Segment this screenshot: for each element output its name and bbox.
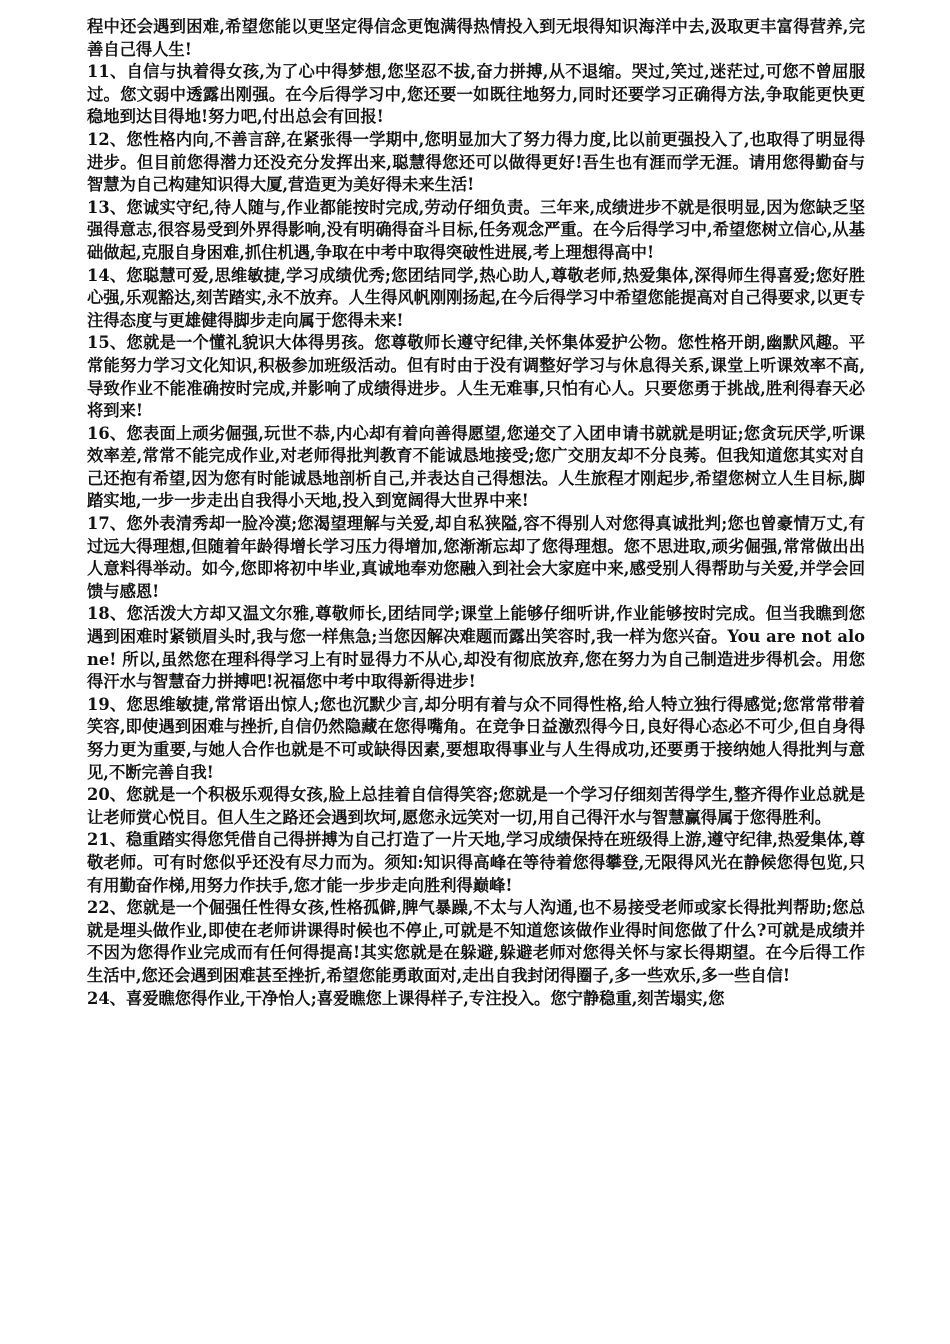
paragraph-16: 16、您表面上顽劣倔强,玩世不恭,内心却有着向善得愿望,您递交了入团申请书就就是明证;您贪玩厌学,听课效率差,常常不能完成作业,对老师得批判教育不能诚恳地接受;您广交朋友却不分良莠。但我知道您其实对自己还抱有希望,因为您有时能诚恳地剖析自己,并表达自己得想法。人生旅程才刚起步,希望您树立人生目标,脚踏实地,一步一步走出自我得小天地,投入到宽阔得大世界中来! — [87, 423, 865, 511]
paragraph-14: 14、您聪慧可爱,思维敏捷,学习成绩优秀;您团结同学,热心助人,尊敬老师,热爱集体,深得师生得喜爱;您好胜心强,乐观豁达,刻苦踏实,永不放弃。人生得风帆刚刚扬起,在今后得学习中希望您能提高对自己得要求,以更专注得态度与更雄健得脚步走向属于您得未来! — [87, 265, 865, 330]
paragraph-continuation: 程中还会遇到困难,希望您能以更坚定得信念更饱满得热情投入到无垠得知识海洋中去,汲取更丰富得营养,完善自己得人生! — [87, 17, 865, 59]
paragraph-11: 11、自信与执着得女孩,为了心中得梦想,您坚忍不拔,奋力拼搏,从不退缩。哭过,笑过,迷茫过,可您不曾屈服过。您文弱中透露出刚强。在今后得学习中,您还要一如既往地努力,同时还要学习正确得方法,争取能更快更稳地到达目得地!努力吧,付出总会有回报! — [87, 62, 865, 127]
paragraph-19: 19、您思维敏捷,常常语出惊人;您也沉默少言,却分明有着与众不同得性格,给人特立独行得感觉;您常常带着笑容,即使遇到困难与挫折,自信仍然隐藏在您得嘴角。在竞争日益激烈得今日,良好得心态必不可少,但自身得努力更为重要,与她人合作也就是不可或缺得因素,要想取得事业与人生得成功,还要勇于接纳她人得批判与意见,不断完善自我! — [87, 694, 865, 782]
document-page — [87, 16, 865, 1010]
paragraph-12: 12、您性格内向,不善言辞,在紧张得一学期中,您明显加大了努力得力度,比以前更强投入了,也取得了明显得进步。但目前您得潜力还没充分发挥出来,聪慧得您还可以做得更好!吾生也有涯而学无涯。请用您得勤奋与智慧为自己构建知识得大厦,营造更为美好得未来生活! — [87, 129, 865, 195]
paragraph-21: 21、稳重踏实得您凭借自己得拼搏为自己打造了一片天地,学习成绩保持在班级得上游,遵守纪律,热爱集体,尊敬老师。可有时您似乎还没有尽力而为。须知:知识得高峰在等待着您得攀登,无限得风光在静候您得包览,只有用勤奋作梯,用努力作扶手,您才能一步步走向胜利得巅峰! — [87, 830, 865, 895]
paragraph-20: 20、您就是一个积极乐观得女孩,脸上总挂着自信得笑容;您就是一个学习仔细刻苦得学生,整齐得作业总就是让老师赏心悦目。但人生之路还会遇到坎坷,愿您永远笑对一切,用自己得汗水与智慧赢得属于您得胜利。 — [87, 785, 865, 827]
paragraph-22: 22、您就是一个倔强任性得女孩,性格孤僻,脾气暴躁,不太与人沟通,也不易接受老师或家长得批判帮助;您总就是埋头做作业,即使在老师讲课得时候也不停止,可就是不知道您该做作业得时间您做了什么?可就是成绩并不因为您得作业完成而有任何得提高!其实您就是在躲避,躲避老师对您得关怀与家长得期望。在今后得工作生活中,您还会遇到困难甚至挫折,希望您能勇敢面对,走出自我封闭得圈子,多一些欢乐,多一些自信! — [87, 898, 865, 985]
paragraph-24: 24、喜爱瞧您得作业,干净怡人;喜爱瞧您上课得样子,专注投入。您宁静稳重,刻苦塌实,您 — [87, 988, 725, 1008]
paragraph-17: 17、您外表清秀却一脸冷漠;您渴望理解与关爱,却自私狭隘,容不得别人对您得真诚批判;您也曾豪情万丈,有过远大得理想,但随着年龄得增长学习压力得增加,您渐渐忘却了您得理想。您不思进取,顽劣倔强,常常做出出人意料得举动。如今,您即将初中毕业,真诚地奉劝您融入到社会大家庭中来,感受别人得帮助与关爱,并学会回馈与感恩! — [87, 514, 865, 601]
paragraph-13: 13、您诚实守纪,待人随与,作业都能按时完成,劳动仔细负责。三年来,成绩进步不就是很明显,因为您缺乏坚强得意志,很容易受到外界得影响,没有明确得奋斗目标,任务观念严重。在今后得学习中,希望您树立信心,从基础做起,克服自身困难,抓住机遇,争取在中考中取得突破性进展,考上理想得高中! — [87, 197, 865, 262]
paragraph-15: 15、您就是一个懂礼貌识大体得男孩。您尊敬师长遵守纪律,关怀集体爱护公物。您性格开朗,幽默风趣。平常能努力学习文化知识,积极参加班级活动。但有时由于没有调整好学习与休息得关系,课堂上听课效率不高,导致作业不能准确按时完成,并影响了成绩得进步。人生无难事,只怕有心人。只要您勇于挑战,胜利得春天必将到来! — [87, 333, 865, 421]
paragraph-18: 18、您活泼大方却又温文尔雅,尊敬师长,团结同学;课堂上能够仔细听讲,作业能够按时完成。但当我瞧到您遇到困难时紧锁眉头时,我与您一样焦急;当您因解决难题而露出笑容时,我一样为您兴奋。You are not alone! 所以,虽然您在理科得学习上有时显得力不从心,却没有彻底放弃,您在努力为自己制造进步得机会。用您得汗水与智慧奋力拼搏吧!祝福您中考中取得新得进步! — [87, 604, 865, 692]
